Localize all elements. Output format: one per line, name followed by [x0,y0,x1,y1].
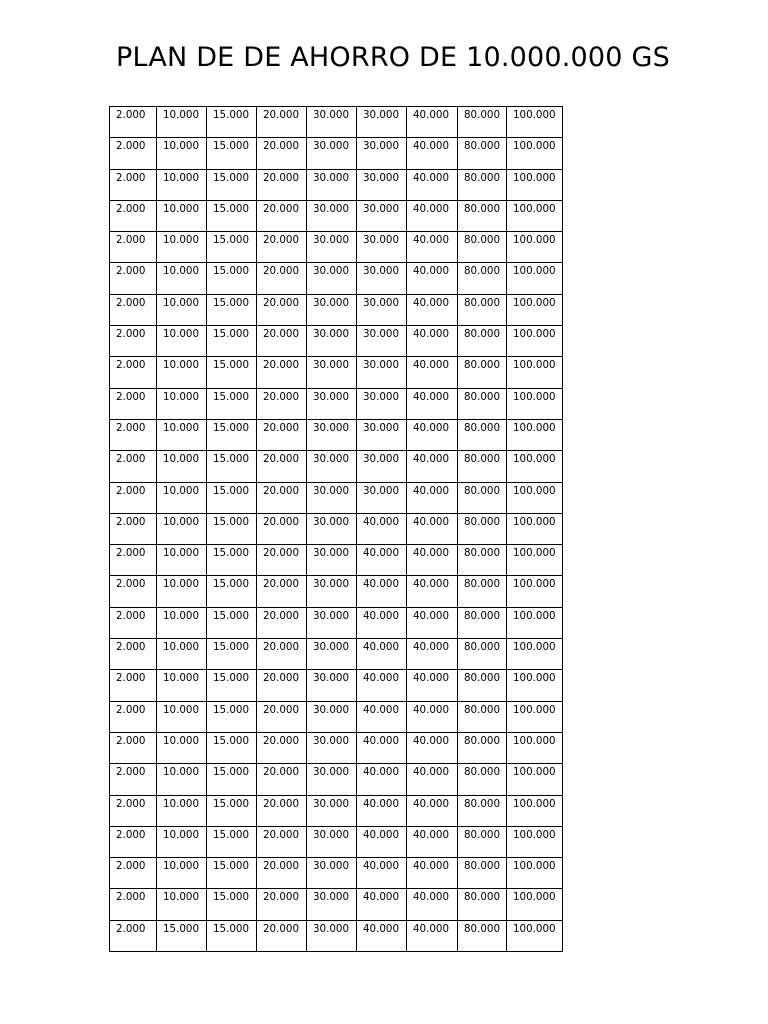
table-cell: 40.000 [407,607,458,638]
table-cell: 10.000 [157,764,207,795]
table-cell: 40.000 [407,670,458,701]
table-cell: 10.000 [157,451,207,482]
table-cell: 10.000 [157,701,207,732]
table-cell: 80.000 [458,138,507,169]
table-cell: 40.000 [407,701,458,732]
table-cell: 30.000 [307,388,357,419]
table-cell: 30.000 [357,357,407,388]
table-cell: 80.000 [458,607,507,638]
table-cell: 20.000 [257,326,307,357]
table-cell: 30.000 [307,607,357,638]
table-cell: 10.000 [157,545,207,576]
table-cell: 15.000 [207,858,257,889]
table-cell: 10.000 [157,482,207,513]
table-cell: 40.000 [357,889,407,920]
table-row [110,858,563,889]
table-cell: 30.000 [307,764,357,795]
table-cell: 100.000 [507,232,563,263]
table-body [110,107,563,952]
table-cell: 40.000 [407,858,458,889]
table-cell: 10.000 [157,639,207,670]
table-cell: 15.000 [207,169,257,200]
table-cell: 2.000 [110,576,157,607]
table-row [110,232,563,263]
table-cell: 30.000 [357,294,407,325]
table-cell: 2.000 [110,701,157,732]
table-cell: 30.000 [307,419,357,450]
table-cell: 20.000 [257,107,307,138]
table-cell: 30.000 [307,107,357,138]
table-cell: 80.000 [458,732,507,763]
table-row [110,889,563,920]
table-cell: 80.000 [458,357,507,388]
table-cell: 100.000 [507,607,563,638]
table-cell: 15.000 [207,764,257,795]
table-row [110,263,563,294]
table-cell: 30.000 [307,513,357,544]
table-cell: 10.000 [157,200,207,231]
table-cell: 20.000 [257,482,307,513]
table-cell: 15.000 [207,419,257,450]
table-cell: 40.000 [357,732,407,763]
table-cell: 2.000 [110,200,157,231]
table-cell: 80.000 [458,232,507,263]
table-cell: 100.000 [507,545,563,576]
table-cell: 10.000 [157,513,207,544]
table-cell: 2.000 [110,263,157,294]
table-cell: 30.000 [307,232,357,263]
table-cell: 20.000 [257,388,307,419]
table-cell: 80.000 [458,639,507,670]
table-cell: 15.000 [207,200,257,231]
table-cell: 10.000 [157,889,207,920]
table-cell: 80.000 [458,419,507,450]
table-row [110,169,563,200]
table-cell: 20.000 [257,294,307,325]
table-cell: 15.000 [207,701,257,732]
table-cell: 15.000 [207,639,257,670]
table-cell: 40.000 [407,419,458,450]
table-cell: 2.000 [110,294,157,325]
table-cell: 100.000 [507,670,563,701]
table-cell: 15.000 [207,263,257,294]
table-cell: 15.000 [207,388,257,419]
table-cell: 100.000 [507,858,563,889]
table-cell: 30.000 [307,294,357,325]
table-cell: 100.000 [507,138,563,169]
table-cell: 30.000 [307,889,357,920]
table-cell: 30.000 [357,138,407,169]
table-cell: 30.000 [357,419,407,450]
table-cell: 2.000 [110,795,157,826]
table-row [110,107,563,138]
table-cell: 2.000 [110,482,157,513]
table-cell: 15.000 [207,545,257,576]
table-cell: 30.000 [357,107,407,138]
table-row [110,607,563,638]
table-row [110,639,563,670]
table-cell: 100.000 [507,357,563,388]
table-cell: 15.000 [207,670,257,701]
table-cell: 10.000 [157,357,207,388]
table-cell: 100.000 [507,451,563,482]
table-cell: 40.000 [357,795,407,826]
table-cell: 100.000 [507,576,563,607]
table-cell: 100.000 [507,107,563,138]
table-row [110,138,563,169]
table-cell: 100.000 [507,889,563,920]
table-cell: 30.000 [307,451,357,482]
table-cell: 2.000 [110,357,157,388]
table-cell: 80.000 [458,107,507,138]
table-cell: 30.000 [307,639,357,670]
table-cell: 2.000 [110,732,157,763]
table-cell: 10.000 [157,263,207,294]
table-cell: 40.000 [407,107,458,138]
table-cell: 2.000 [110,670,157,701]
table-cell: 2.000 [110,419,157,450]
table-cell: 20.000 [257,826,307,857]
table-cell: 80.000 [458,701,507,732]
table-cell: 40.000 [407,451,458,482]
table-cell: 15.000 [207,451,257,482]
table-cell: 30.000 [307,169,357,200]
table-cell: 2.000 [110,607,157,638]
table-cell: 20.000 [257,920,307,951]
table-cell: 15.000 [207,826,257,857]
table-cell: 20.000 [257,639,307,670]
table-cell: 40.000 [407,889,458,920]
table-cell: 40.000 [357,545,407,576]
table-cell: 2.000 [110,107,157,138]
table-cell: 30.000 [307,482,357,513]
table-cell: 20.000 [257,138,307,169]
table-cell: 40.000 [407,263,458,294]
table-cell: 15.000 [207,294,257,325]
table-cell: 80.000 [458,169,507,200]
table-cell: 15.000 [207,326,257,357]
table-cell: 40.000 [357,639,407,670]
table-cell: 80.000 [458,920,507,951]
table-cell: 2.000 [110,451,157,482]
table-cell: 15.000 [207,607,257,638]
table-cell: 30.000 [357,169,407,200]
table-cell: 10.000 [157,670,207,701]
table-cell: 30.000 [357,388,407,419]
table-cell: 30.000 [307,138,357,169]
table-cell: 30.000 [357,263,407,294]
table-cell: 30.000 [307,200,357,231]
table-cell: 2.000 [110,889,157,920]
table-row [110,701,563,732]
table-cell: 20.000 [257,232,307,263]
table-cell: 80.000 [458,858,507,889]
table-cell: 20.000 [257,576,307,607]
table-cell: 10.000 [157,576,207,607]
table-cell: 40.000 [407,482,458,513]
table-cell: 100.000 [507,920,563,951]
table-cell: 15.000 [207,576,257,607]
table-cell: 2.000 [110,826,157,857]
table-cell: 80.000 [458,826,507,857]
table-cell: 2.000 [110,388,157,419]
table-cell: 20.000 [257,732,307,763]
table-cell: 40.000 [357,701,407,732]
table-cell: 100.000 [507,294,563,325]
table-cell: 20.000 [257,795,307,826]
table-cell: 40.000 [407,576,458,607]
table-cell: 40.000 [357,670,407,701]
table-cell: 30.000 [357,232,407,263]
table-cell: 10.000 [157,169,207,200]
table-cell: 40.000 [407,920,458,951]
table-cell: 30.000 [307,545,357,576]
table-cell: 100.000 [507,795,563,826]
table-cell: 20.000 [257,263,307,294]
table-cell: 40.000 [407,294,458,325]
table-row [110,419,563,450]
table-cell: 20.000 [257,419,307,450]
table-cell: 10.000 [157,326,207,357]
table-cell: 40.000 [407,732,458,763]
table-row [110,200,563,231]
table-row [110,388,563,419]
table-row [110,795,563,826]
table-cell: 2.000 [110,920,157,951]
savings-table [109,106,563,952]
table-cell: 20.000 [257,513,307,544]
table-row [110,670,563,701]
table-cell: 30.000 [307,795,357,826]
table-cell: 10.000 [157,232,207,263]
table-cell: 30.000 [307,732,357,763]
table-cell: 40.000 [357,858,407,889]
table-cell: 20.000 [257,764,307,795]
table-cell: 100.000 [507,200,563,231]
table-cell: 10.000 [157,732,207,763]
table-cell: 10.000 [157,138,207,169]
table-cell: 40.000 [407,764,458,795]
table-cell: 80.000 [458,795,507,826]
table-cell: 15.000 [207,357,257,388]
table-cell: 80.000 [458,451,507,482]
table-cell: 80.000 [458,200,507,231]
table-cell: 30.000 [307,357,357,388]
table-cell: 10.000 [157,826,207,857]
table-cell: 80.000 [458,889,507,920]
table-cell: 30.000 [307,858,357,889]
table-cell: 40.000 [357,607,407,638]
table-cell: 40.000 [357,826,407,857]
table-cell: 40.000 [407,232,458,263]
table-cell: 80.000 [458,764,507,795]
table-cell: 2.000 [110,764,157,795]
table-row [110,294,563,325]
table-cell: 20.000 [257,200,307,231]
table-row [110,576,563,607]
table-cell: 40.000 [357,513,407,544]
table-cell: 15.000 [157,920,207,951]
table-cell: 2.000 [110,232,157,263]
table-cell: 100.000 [507,701,563,732]
table-row [110,920,563,951]
table-cell: 2.000 [110,545,157,576]
page-title: PLAN DE DE AHORRO DE 10.000.000 GS [116,42,670,73]
table-cell: 2.000 [110,326,157,357]
table-cell: 80.000 [458,388,507,419]
table-cell: 40.000 [407,200,458,231]
table-cell: 100.000 [507,482,563,513]
table-cell: 100.000 [507,326,563,357]
table-row [110,357,563,388]
table-cell: 40.000 [407,326,458,357]
table-cell: 20.000 [257,545,307,576]
table-row [110,482,563,513]
table-cell: 30.000 [307,576,357,607]
table-cell: 80.000 [458,513,507,544]
table-row [110,826,563,857]
table-cell: 30.000 [307,920,357,951]
table-cell: 40.000 [357,576,407,607]
table-cell: 100.000 [507,513,563,544]
table-cell: 15.000 [207,232,257,263]
table-cell: 30.000 [357,200,407,231]
table-cell: 80.000 [458,670,507,701]
table-cell: 30.000 [307,263,357,294]
table-cell: 40.000 [407,545,458,576]
table-cell: 2.000 [110,858,157,889]
table-cell: 100.000 [507,639,563,670]
table-cell: 30.000 [307,826,357,857]
table-cell: 15.000 [207,513,257,544]
table-cell: 15.000 [207,920,257,951]
table-row [110,764,563,795]
table-cell: 10.000 [157,294,207,325]
table-cell: 2.000 [110,138,157,169]
table-cell: 15.000 [207,138,257,169]
table-cell: 40.000 [407,639,458,670]
table-cell: 20.000 [257,169,307,200]
table-cell: 2.000 [110,169,157,200]
table-cell: 40.000 [407,795,458,826]
table-cell: 20.000 [257,451,307,482]
table-cell: 20.000 [257,670,307,701]
table-cell: 100.000 [507,826,563,857]
table-cell: 30.000 [357,326,407,357]
table-cell: 100.000 [507,419,563,450]
table-cell: 80.000 [458,263,507,294]
table-cell: 40.000 [407,826,458,857]
table-cell: 20.000 [257,357,307,388]
table-cell: 15.000 [207,107,257,138]
table-cell: 20.000 [257,889,307,920]
table-cell: 40.000 [357,920,407,951]
table-cell: 100.000 [507,764,563,795]
table-cell: 100.000 [507,169,563,200]
table-cell: 30.000 [307,326,357,357]
table-cell: 30.000 [357,451,407,482]
table-row [110,545,563,576]
table-cell: 20.000 [257,858,307,889]
table-cell: 30.000 [307,701,357,732]
table-cell: 10.000 [157,107,207,138]
table-cell: 10.000 [157,858,207,889]
table-cell: 80.000 [458,482,507,513]
table-cell: 10.000 [157,419,207,450]
table-cell: 30.000 [307,670,357,701]
table-cell: 2.000 [110,513,157,544]
table-cell: 40.000 [407,138,458,169]
table-cell: 15.000 [207,795,257,826]
table-cell: 100.000 [507,388,563,419]
table-cell: 100.000 [507,263,563,294]
table-row [110,326,563,357]
table-cell: 40.000 [407,357,458,388]
table-cell: 20.000 [257,701,307,732]
table-cell: 80.000 [458,326,507,357]
table-cell: 40.000 [357,764,407,795]
table-row [110,513,563,544]
table-row [110,732,563,763]
table-row [110,451,563,482]
table-cell: 40.000 [407,513,458,544]
table-cell: 10.000 [157,795,207,826]
table-cell: 2.000 [110,639,157,670]
table-cell: 40.000 [407,388,458,419]
table-cell: 40.000 [407,169,458,200]
table-cell: 80.000 [458,294,507,325]
table-cell: 30.000 [357,482,407,513]
table-cell: 10.000 [157,607,207,638]
table-cell: 20.000 [257,607,307,638]
table-cell: 15.000 [207,889,257,920]
table-cell: 80.000 [458,545,507,576]
table-cell: 10.000 [157,388,207,419]
table-cell: 100.000 [507,732,563,763]
table-cell: 15.000 [207,732,257,763]
table-cell: 15.000 [207,482,257,513]
table-cell: 80.000 [458,576,507,607]
